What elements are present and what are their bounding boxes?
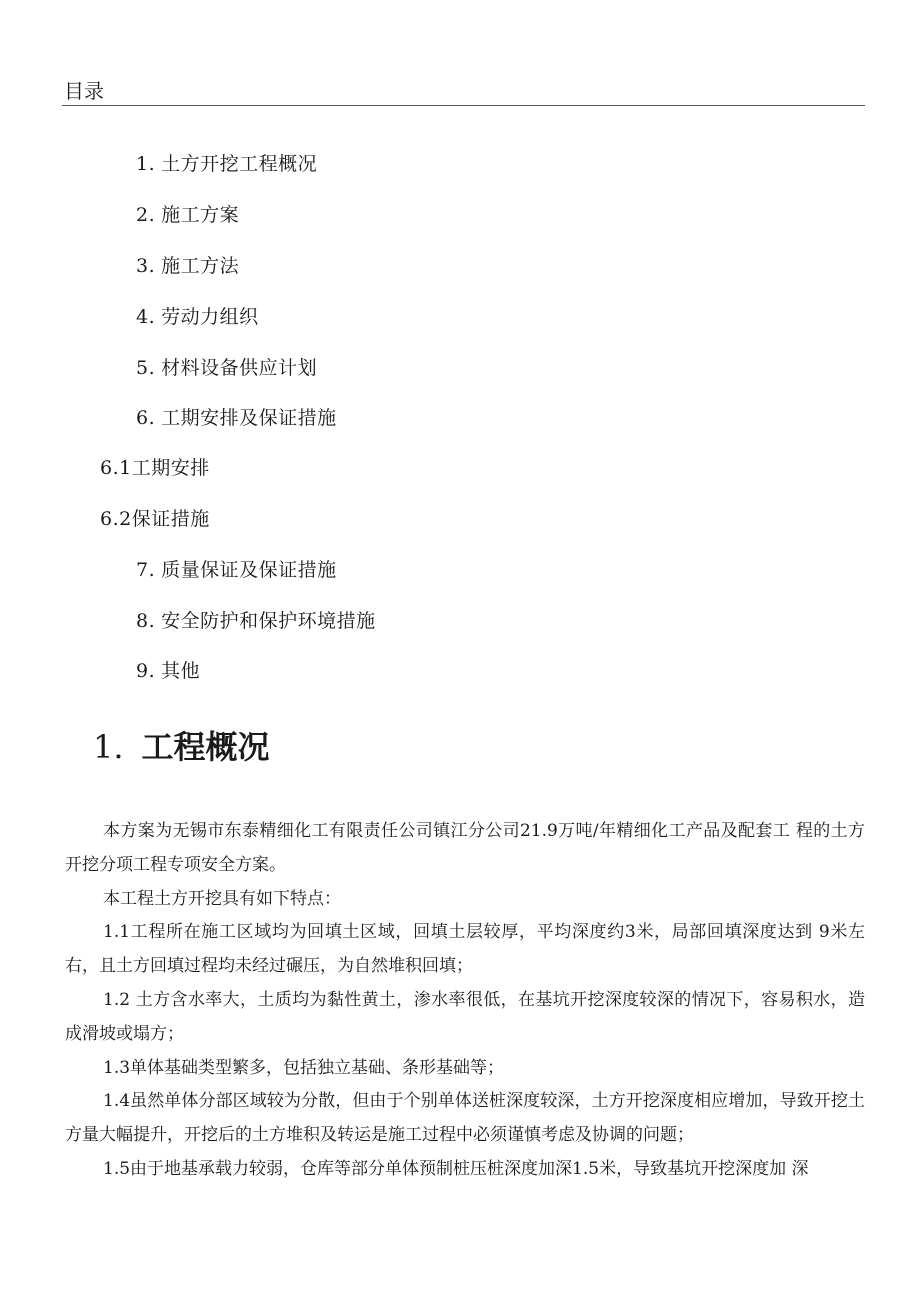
paragraph: 1.5由于地基承载力较弱，仓库等部分单体预制桩压桩深度加深1.5米，导致基坑开挖深度加 深: [103, 1158, 809, 1179]
toc-item-label: 工期安排及保证措施: [161, 407, 337, 429]
toc-item-label: 安全防护和保护环境措施: [161, 610, 376, 632]
toc-item-label: 施工方法: [161, 255, 240, 277]
paragraph: 1.4虽然单体分部区域较为分散，但由于个别单体送桩深度较深，土方开挖深度相应增加，导致开挖土方量大幅提升，开挖后的土方堆积及转运是施工过程中必须谨慎考虑及协调的问题；: [65, 1091, 865, 1146]
toc-item-number: 6.: [136, 407, 156, 429]
paragraph: 本方案为无锡市东泰精细化工有限责任公司镇江分公司21.9万吨/年精细化工产品及配套工 程的土方开挖分项工程专项安全方案。: [65, 821, 865, 875]
toc-item-5[interactable]: [136, 355, 317, 381]
toc-item-6-2[interactable]: [100, 506, 210, 532]
paragraph: 本工程土方开挖具有如下特点：: [103, 888, 341, 909]
toc-item-3[interactable]: [136, 253, 239, 279]
section-title: 工程概况: [141, 728, 270, 766]
toc-item-number: 9.: [136, 660, 156, 682]
toc-item-number: 6.2: [100, 508, 132, 530]
toc-item-number: 1.: [136, 153, 156, 175]
toc-item-4[interactable]: [136, 304, 259, 330]
toc-item-9[interactable]: [136, 658, 200, 684]
section-heading: [93, 726, 270, 768]
toc-item-label: 其他: [161, 660, 201, 682]
header-divider: [62, 105, 865, 106]
paragraph: 1.3单体基础类型繁多，包括独立基础、条形基础等；: [103, 1057, 505, 1078]
toc-item-label: 质量保证及保证措施: [161, 559, 337, 581]
toc-item-8[interactable]: [136, 608, 376, 634]
toc-item-number: 6.1: [100, 457, 132, 479]
toc-item-6-1[interactable]: [100, 455, 210, 481]
toc-item-number: 5.: [136, 357, 156, 379]
toc-item-6[interactable]: [136, 405, 337, 431]
toc-item-label: 保证措施: [131, 508, 210, 530]
toc-item-1[interactable]: [136, 151, 317, 177]
toc-item-2[interactable]: [136, 202, 239, 228]
toc-item-number: 2.: [136, 204, 156, 226]
toc-item-label: 工期安排: [131, 457, 210, 479]
page-header-title: 目录: [64, 79, 104, 103]
section-body: [65, 815, 865, 1187]
toc-item-label: 材料设备供应计划: [161, 357, 318, 379]
toc-item-number: 7.: [136, 559, 156, 581]
paragraph: 1.1工程所在施工区域均为回填土区域，回填土层较厚，平均深度约3米，局部回填深度达到 9米左右，且土方回填过程均未经过碾压，为自然堆积回填；: [65, 922, 865, 977]
toc-item-number: 4.: [136, 306, 156, 328]
toc-item-number: 8.: [136, 610, 156, 632]
paragraph: 1.2 土方含水率大，土质均为黏性黄土，渗水率很低，在基坑开挖深度较深的情况下，容易积水，造成滑坡或塌方；: [65, 989, 866, 1044]
toc-item-label: 土方开挖工程概况: [161, 153, 318, 175]
toc-item-7[interactable]: [136, 557, 337, 583]
toc-item-label: 施工方案: [161, 204, 240, 226]
toc-item-label: 劳动力组织: [161, 306, 259, 328]
section-number: 1.: [93, 728, 124, 766]
toc-item-number: 3.: [136, 255, 156, 277]
